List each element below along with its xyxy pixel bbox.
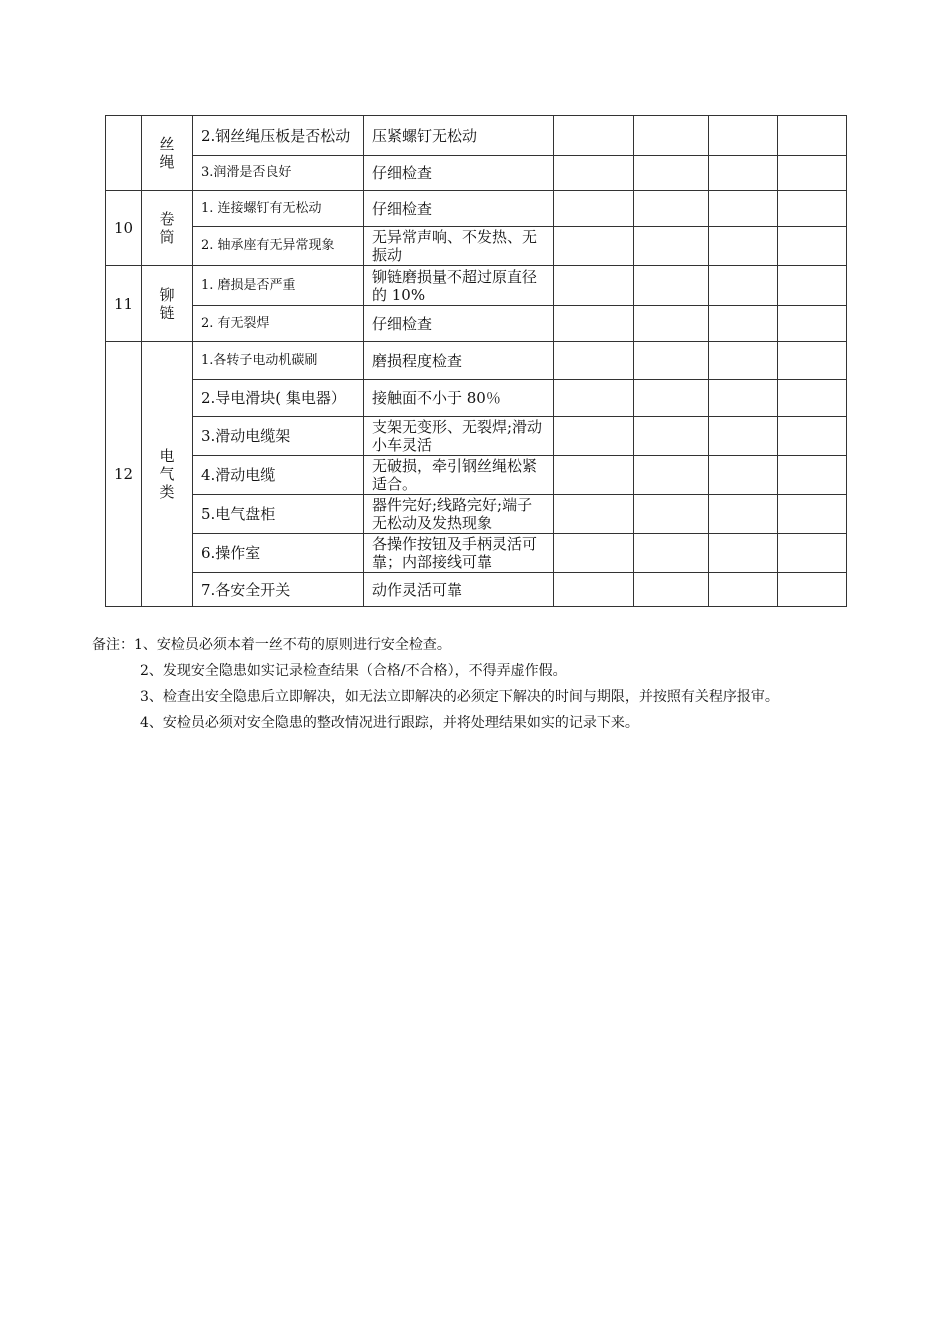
category-label: 丝绳 bbox=[159, 135, 175, 171]
result-cell[interactable] bbox=[778, 417, 847, 456]
check-item: 3.润滑是否良好 bbox=[193, 156, 364, 191]
check-item: 1. 连接螺钉有无松动 bbox=[193, 191, 364, 227]
result-cell[interactable] bbox=[554, 156, 634, 191]
check-item: 1.各转子电动机碳刷 bbox=[193, 342, 364, 380]
category-cell bbox=[142, 266, 193, 342]
item-number bbox=[106, 116, 142, 191]
result-cell[interactable] bbox=[634, 191, 709, 227]
result-cell[interactable] bbox=[634, 227, 709, 266]
result-cell[interactable] bbox=[778, 342, 847, 380]
result-cell[interactable] bbox=[634, 456, 709, 495]
result-cell[interactable] bbox=[709, 573, 778, 607]
table-row bbox=[106, 342, 847, 380]
result-cell[interactable] bbox=[778, 266, 847, 306]
item-number: 11 bbox=[106, 266, 142, 342]
result-cell[interactable] bbox=[778, 191, 847, 227]
result-cell[interactable] bbox=[709, 342, 778, 380]
result-cell[interactable] bbox=[554, 573, 634, 607]
result-cell[interactable] bbox=[554, 417, 634, 456]
check-item: 2.导电滑块( 集电器） bbox=[193, 380, 364, 417]
table-row bbox=[106, 266, 847, 306]
result-cell[interactable] bbox=[709, 456, 778, 495]
remarks bbox=[92, 632, 842, 736]
result-cell[interactable] bbox=[634, 342, 709, 380]
table-row bbox=[106, 417, 847, 456]
table-row bbox=[106, 456, 847, 495]
result-cell[interactable] bbox=[634, 534, 709, 573]
result-cell[interactable] bbox=[778, 495, 847, 534]
result-cell[interactable] bbox=[554, 534, 634, 573]
result-cell[interactable] bbox=[709, 306, 778, 342]
result-cell[interactable] bbox=[634, 266, 709, 306]
result-cell[interactable] bbox=[634, 495, 709, 534]
table-row bbox=[106, 495, 847, 534]
result-cell[interactable] bbox=[554, 227, 634, 266]
table-row bbox=[106, 191, 847, 227]
result-cell[interactable] bbox=[554, 191, 634, 227]
result-cell[interactable] bbox=[709, 417, 778, 456]
check-item: 1. 磨损是否严重 bbox=[193, 266, 364, 306]
category-label: 电气类 bbox=[159, 447, 175, 501]
category-label: 卷筒 bbox=[159, 210, 175, 246]
category-cell bbox=[142, 191, 193, 266]
check-standard: 仔细检查 bbox=[364, 191, 554, 227]
result-cell[interactable] bbox=[778, 380, 847, 417]
check-item: 5.电气盘柜 bbox=[193, 495, 364, 534]
result-cell[interactable] bbox=[709, 266, 778, 306]
result-cell[interactable] bbox=[778, 306, 847, 342]
result-cell[interactable] bbox=[554, 495, 634, 534]
result-cell[interactable] bbox=[554, 380, 634, 417]
result-cell[interactable] bbox=[554, 342, 634, 380]
result-cell[interactable] bbox=[554, 306, 634, 342]
check-item: 2. 轴承座有无异常现象 bbox=[193, 227, 364, 266]
check-item: 2. 有无裂焊 bbox=[193, 306, 364, 342]
inspection-table bbox=[105, 115, 847, 607]
result-cell[interactable] bbox=[778, 227, 847, 266]
remark-line-2: 2、发现安全隐患如实记录检查结果（合格/不合格），不得弄虚作假。 bbox=[140, 663, 567, 679]
check-item: 2.钢丝绳压板是否松动 bbox=[193, 116, 364, 156]
result-cell[interactable] bbox=[554, 456, 634, 495]
result-cell[interactable] bbox=[634, 116, 709, 156]
item-number: 10 bbox=[106, 191, 142, 266]
check-standard: 器件完好;线路完好;端子无松动及发热现象 bbox=[364, 495, 554, 534]
result-cell[interactable] bbox=[554, 266, 634, 306]
category-cell bbox=[142, 342, 193, 607]
check-standard: 无破损，牵引钢丝绳松紧适合。 bbox=[364, 456, 554, 495]
inspection-table-body bbox=[106, 116, 847, 607]
check-standard: 压紧螺钉无松动 bbox=[364, 116, 554, 156]
result-cell[interactable] bbox=[709, 156, 778, 191]
remark-line-4: 4、安检员必须对安全隐患的整改情况进行跟踪，并将处理结果如实的记录下来。 bbox=[140, 715, 639, 731]
check-standard: 各操作按钮及手柄灵活可靠；内部接线可靠 bbox=[364, 534, 554, 573]
table-row bbox=[106, 534, 847, 573]
check-standard: 无异常声响、不发热、无振动 bbox=[364, 227, 554, 266]
result-cell[interactable] bbox=[709, 227, 778, 266]
check-item: 3.滑动电缆架 bbox=[193, 417, 364, 456]
table-row bbox=[106, 306, 847, 342]
result-cell[interactable] bbox=[709, 116, 778, 156]
result-cell[interactable] bbox=[709, 534, 778, 573]
result-cell[interactable] bbox=[778, 534, 847, 573]
result-cell[interactable] bbox=[634, 380, 709, 417]
check-item: 7.各安全开关 bbox=[193, 573, 364, 607]
check-item: 4.滑动电缆 bbox=[193, 456, 364, 495]
table-row bbox=[106, 116, 847, 156]
result-cell[interactable] bbox=[634, 417, 709, 456]
result-cell[interactable] bbox=[709, 495, 778, 534]
check-standard: 动作灵活可靠 bbox=[364, 573, 554, 607]
check-standard: 铆链磨损量不超过原直径的 10% bbox=[364, 266, 554, 306]
table-row bbox=[106, 227, 847, 266]
item-number: 12 bbox=[106, 342, 142, 607]
category-cell bbox=[142, 116, 193, 191]
result-cell[interactable] bbox=[778, 456, 847, 495]
check-standard: 接触面不小于 80％ bbox=[364, 380, 554, 417]
table-row bbox=[106, 573, 847, 607]
check-standard: 仔细检查 bbox=[364, 156, 554, 191]
check-standard: 磨损程度检查 bbox=[364, 342, 554, 380]
category-label: 铆链 bbox=[159, 285, 175, 322]
result-cell[interactable] bbox=[778, 116, 847, 156]
result-cell[interactable] bbox=[778, 156, 847, 191]
result-cell[interactable] bbox=[634, 156, 709, 191]
check-standard: 支架无变形、无裂焊;滑动小车灵活 bbox=[364, 417, 554, 456]
table-row bbox=[106, 380, 847, 417]
result-cell[interactable] bbox=[778, 573, 847, 607]
result-cell[interactable] bbox=[554, 116, 634, 156]
remark-line-1: 备注：1、安检员必须本着一丝不苟的原则进行安全检查。 bbox=[92, 637, 451, 653]
result-cell[interactable] bbox=[634, 306, 709, 342]
remark-line-3: 3、检查出安全隐患后立即解决，如无法立即解决的必须定下解决的时间与期限，并按照有关程序报审。 bbox=[140, 689, 779, 705]
result-cell[interactable] bbox=[709, 191, 778, 227]
check-item: 6.操作室 bbox=[193, 534, 364, 573]
check-standard: 仔细检查 bbox=[364, 306, 554, 342]
table-row bbox=[106, 156, 847, 191]
result-cell[interactable] bbox=[709, 380, 778, 417]
result-cell[interactable] bbox=[634, 573, 709, 607]
